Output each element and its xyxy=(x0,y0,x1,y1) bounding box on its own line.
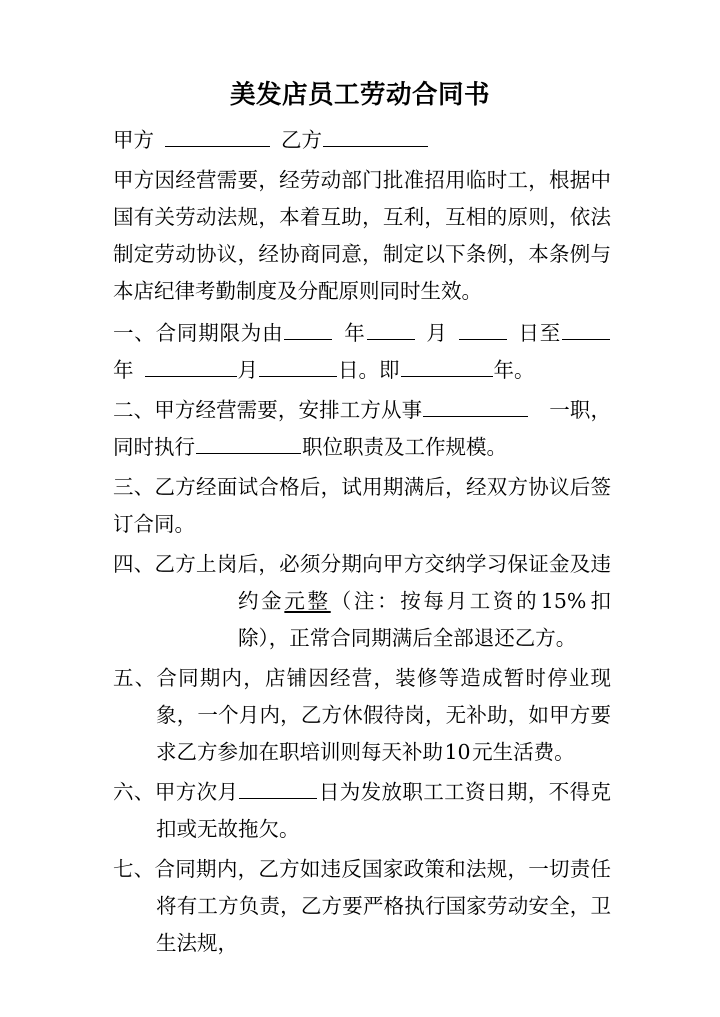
clause-number: 四、 xyxy=(113,552,155,576)
clause-1-blank-day-start[interactable] xyxy=(459,322,507,340)
clause-text: 职位职责及工作规模。 xyxy=(302,435,507,459)
clause-text: 日至 xyxy=(517,321,562,345)
clause-number: 七、 xyxy=(113,857,155,881)
clause-item-6 xyxy=(113,774,611,848)
clause-number: 二、 xyxy=(113,398,155,422)
party-a-label: 甲方 xyxy=(113,128,154,152)
clause-number: 五、 xyxy=(113,666,157,690)
party-signature-line xyxy=(113,122,611,159)
page-title: 美发店员工劳动合同书 xyxy=(229,80,490,110)
clause-1-blank-duration[interactable] xyxy=(401,359,493,377)
clause-text: 扣除），正常合同期满后全部退还乙方。 xyxy=(238,589,612,650)
clause-text: 甲方经营需要，安排工方从事 xyxy=(154,398,423,422)
clause-text: 甲方次月 xyxy=(154,780,239,804)
clause-4-percent-value: 15% xyxy=(540,589,587,613)
clause-number: 六、 xyxy=(113,780,155,804)
clause-1-blank-year-start[interactable] xyxy=(284,322,332,340)
clause-item-3 xyxy=(113,469,611,543)
clause-text: 年 xyxy=(113,358,134,382)
clause-text: 日。即 xyxy=(338,358,400,382)
clause-1-blank-month-end[interactable] xyxy=(145,359,237,377)
clause-text: 年。 xyxy=(493,358,535,382)
clause-item-7 xyxy=(113,851,611,962)
clause-text: （注：按每月工资的 xyxy=(330,589,540,613)
clause-text: 元生活费。 xyxy=(472,740,575,764)
clause-item-2 xyxy=(113,392,611,466)
clause-text: 合同期限为由 xyxy=(155,321,284,345)
clause-number: 一、 xyxy=(113,321,156,345)
clause-text: 日为发放职工工资日期，不得克扣或无故拖欠。 xyxy=(156,780,612,841)
clause-2-blank-duty[interactable] xyxy=(196,436,301,454)
clause-text: 合同期内，店铺因经营，装修等造成暂时停业现象，一个月内，乙方休假待岗，无补助，如甲方要求乙方参加在职培训则每天补助 xyxy=(156,666,612,764)
clause-1-blank-month-start[interactable] xyxy=(367,322,415,340)
clause-text: 合同期内，乙方如违反国家政策和法规，一切责任将有工方负责，乙方要严格执行国家劳动安全，卫生法规， xyxy=(154,857,612,955)
party-b-blank[interactable] xyxy=(323,129,428,147)
clause-text: 乙方上岗后，必须分期向甲方交纳学习保证金及违约金 xyxy=(154,552,612,613)
clause-1-blank-day-end[interactable] xyxy=(259,359,337,377)
party-a-blank[interactable] xyxy=(165,129,270,147)
clause-6-blank-payday[interactable] xyxy=(239,781,317,799)
clause-text: 月 xyxy=(425,321,448,345)
clause-1-blank-year-end[interactable] xyxy=(562,322,610,340)
party-b-label: 乙方 xyxy=(281,128,322,152)
clause-text: 一职，同时执行 xyxy=(113,398,612,459)
clause-text: 月 xyxy=(237,358,258,382)
document-body xyxy=(113,122,611,965)
clause-text: 年 xyxy=(343,321,366,345)
clause-text: 乙方经面试合格后，试用期满后，经双方协议后签订合同。 xyxy=(113,475,612,536)
clause-5-allowance-value: 10 xyxy=(444,740,471,764)
opening-paragraph: 甲方因经营需要，经劳动部门批准招用临时工，根据中国有关劳动法规，本着互助，互利，互相的原则，依法制定劳动协议，经协商同意，制定以下条例，本条例与本店纪律考勤制度及分配原则同时生效。 xyxy=(113,168,611,303)
clause-item-4 xyxy=(113,546,611,657)
clause-number: 三、 xyxy=(113,475,155,499)
clause-2-blank-position[interactable] xyxy=(423,399,528,417)
clause-item-1 xyxy=(113,315,611,389)
clause-item-5 xyxy=(113,660,611,771)
clause-4-deposit-amount[interactable]: 元整 xyxy=(284,589,331,613)
